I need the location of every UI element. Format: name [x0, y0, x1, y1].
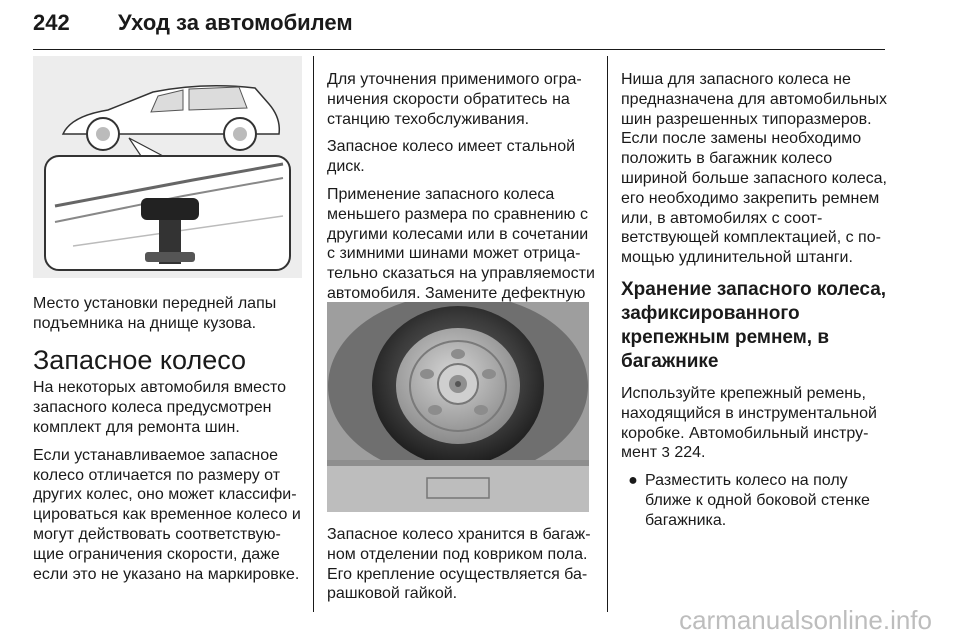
bullet-icon: ●	[628, 472, 638, 490]
paragraph: Для уточнения применимого ограничения скорости обратитесь на станцию техобслуживания.	[327, 71, 582, 128]
column-1-text	[33, 344, 305, 584]
paragraph: Ниша для запасного колеса не предназначена для автомобильных шин разрешенных типоразмеров. Если после замены необходимо положить в багажник колесо шириной больше запасного колеса, его необходимо закрепить ремнем или, в автомобилях с соответствующей комплектацией, с помощью удлинительной штанги.	[621, 71, 888, 267]
page-reference-arrow-icon: 3	[661, 444, 670, 462]
column-3-text	[621, 70, 887, 531]
page-number: 242	[33, 10, 70, 35]
paragraph: На некоторых автомобиля вместо запасного колеса предусмотрен комплект для ремонта шин.	[33, 379, 287, 436]
watermark: carmanualsonline.info	[679, 605, 932, 635]
header-rule	[33, 49, 885, 50]
paragraph	[621, 384, 887, 463]
list-item	[621, 471, 887, 530]
car-lift-point-illustration	[33, 56, 302, 278]
spare-wheel-drawing	[327, 302, 589, 512]
page-reference-number: 224.	[674, 444, 706, 462]
figure-caption-spare-wheel: Запасное колесо хранится в багажном отделении под ковриком пола. Его крепление осуществляется барашковой гайкой.	[327, 526, 591, 603]
bullet-text: Разместить колесо на полу ближе к одной боковой стенке багажника.	[645, 472, 870, 529]
spare-wheel-photo	[327, 302, 589, 512]
paragraph: Применение запасного колеса меньшего размера по сравнению с другими колесами или в сочетании с зимними шинами может отрицательно сказаться на управляемости автомобиля. Замените дефектную	[327, 185, 595, 302]
column-divider-right	[607, 56, 608, 612]
car-lift-point-drawing	[33, 56, 302, 278]
page-header-title: Уход за автомобилем	[118, 10, 353, 35]
subheading-spare-wheel-storage: Хранение запасного колеса, зафиксированного крепежным ремнем, в багажнике	[621, 278, 887, 372]
column-divider-left	[313, 56, 314, 612]
section-heading-spare-wheel: Запасное колесо	[33, 345, 247, 375]
paragraph: Если устанавливаемое запасное колесо отличается по размеру от других колес, оно может классифицироваться как временное колесо и могут действовать соответствующие ограничения скорости, даже если это не указано на маркировке.	[33, 446, 301, 583]
instruction-text: Используйте крепежный ремень, находящийся в инструментальной коробке. Автомобильный инструмент	[621, 384, 877, 462]
figure-caption-lift-point: Место установки передней лапы подъемника на днище кузова.	[33, 295, 277, 332]
paragraph: Запасное колесо имеет стальной диск.	[327, 138, 576, 176]
column-2-text	[327, 70, 595, 324]
